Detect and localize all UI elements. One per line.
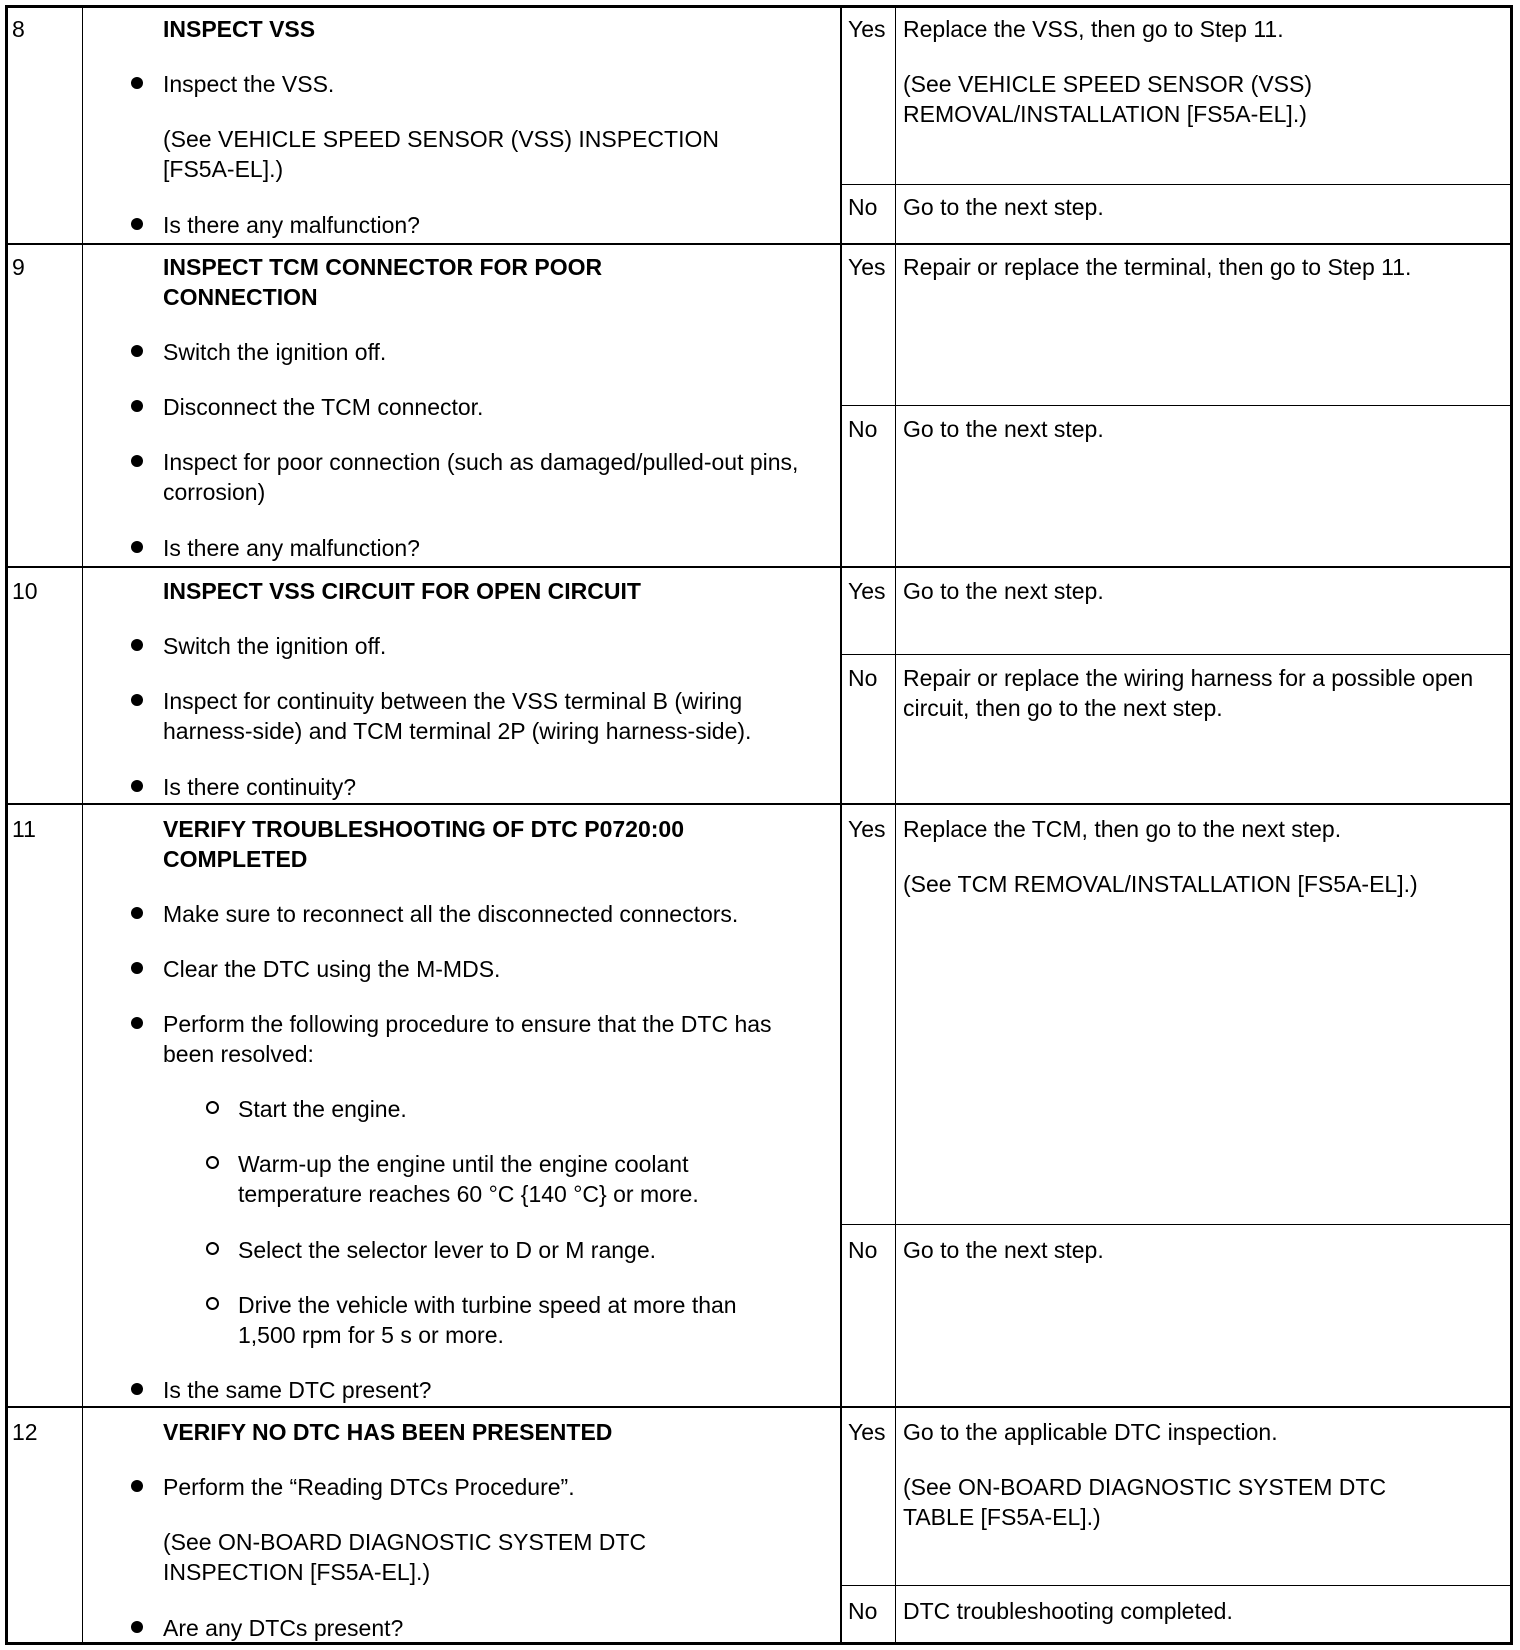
step-instruction: Inspect for poor connection (such as damaged/pulled-out pins, corrosion): [163, 449, 799, 505]
bullet-icon: [131, 694, 143, 706]
step-instruction: Clear the DTC using the M-MDS.: [163, 956, 501, 982]
bullet-icon: [131, 77, 143, 89]
step-question: Is there any malfunction?: [163, 212, 420, 238]
step-instruction: Perform the “Reading DTCs Procedure”.: [163, 1474, 575, 1500]
yes-no-divider: [840, 1585, 1513, 1586]
step-substep: Drive the vehicle with turbine speed at more than 1,500 rpm for 5 s or more.: [238, 1292, 737, 1348]
no-action: Go to the next step.: [903, 194, 1104, 220]
bullet-icon: [131, 780, 143, 792]
yes-action: Repair or replace the terminal, then go to Step 11.: [903, 254, 1412, 280]
bullet-icon: [131, 455, 143, 467]
step-instruction: Perform the following procedure to ensure that the DTC has been resolved:: [163, 1011, 772, 1067]
table-border-top: [5, 5, 1513, 8]
column-divider: [82, 5, 83, 1645]
step-reference: (See ON-BOARD DIAGNOSTIC SYSTEM DTC INSPECTION [FS5A-EL].): [163, 1529, 647, 1585]
yes-action: Go to the applicable DTC inspection.: [903, 1419, 1278, 1445]
yes-action: Go to the next step.: [903, 578, 1104, 604]
step-question: Are any DTCs present?: [163, 1615, 404, 1641]
bullet-icon: [131, 218, 143, 230]
step-reference: (See VEHICLE SPEED SENSOR (VSS) INSPECTION [FS5A-EL].): [163, 126, 719, 182]
step-substep: Start the engine.: [238, 1096, 407, 1122]
sub-bullet-icon: [206, 1156, 219, 1169]
step-title: INSPECT VSS CIRCUIT FOR OPEN CIRCUIT: [163, 578, 641, 604]
step-number: 11: [12, 816, 36, 842]
yes-no-divider: [840, 654, 1513, 655]
bullet-icon: [131, 345, 143, 357]
step-substep: Select the selector lever to D or M range.: [238, 1237, 657, 1263]
bullet-icon: [131, 1621, 143, 1633]
bullet-icon: [131, 1017, 143, 1029]
bullet-icon: [131, 1480, 143, 1492]
step-instruction: Disconnect the TCM connector.: [163, 394, 484, 420]
yes-no-divider: [840, 1224, 1513, 1225]
yes-label: Yes: [848, 254, 886, 280]
no-label: No: [848, 1237, 878, 1263]
bullet-icon: [131, 639, 143, 651]
no-action: DTC troubleshooting completed.: [903, 1598, 1233, 1624]
row-divider: [5, 566, 1513, 568]
no-action: Go to the next step.: [903, 1237, 1104, 1263]
row-divider: [5, 803, 1513, 805]
no-label: No: [848, 416, 878, 442]
step-instruction: Inspect for continuity between the VSS terminal B (wiring harness-side) and TCM terminal 2P (wiring harness-side).: [163, 688, 752, 744]
step-question: Is there continuity?: [163, 774, 357, 800]
row-divider: [5, 1406, 1513, 1408]
table-border-right: [1510, 5, 1513, 1645]
step-number: 10: [12, 578, 38, 604]
step-instruction: Switch the ignition off.: [163, 339, 387, 365]
step-question: Is the same DTC present?: [163, 1377, 432, 1403]
yes-no-divider: [840, 184, 1513, 185]
step-title: INSPECT TCM CONNECTOR FOR POOR CONNECTION: [163, 254, 603, 310]
sub-bullet-icon: [206, 1101, 219, 1114]
step-instruction: Inspect the VSS.: [163, 71, 335, 97]
no-label: No: [848, 194, 878, 220]
bullet-icon: [131, 541, 143, 553]
bullet-icon: [131, 400, 143, 412]
yes-no-divider: [840, 405, 1513, 406]
bullet-icon: [131, 907, 143, 919]
step-substep: Warm-up the engine until the engine coolant temperature reaches 60 °C {140 °C} or more.: [238, 1151, 699, 1207]
column-divider: [895, 5, 896, 1645]
sub-bullet-icon: [206, 1297, 219, 1310]
sub-bullet-icon: [206, 1242, 219, 1255]
row-divider: [5, 243, 1513, 245]
step-instruction: Switch the ignition off.: [163, 633, 387, 659]
yes-reference: (See VEHICLE SPEED SENSOR (VSS) REMOVAL/INSTALLATION [FS5A-EL].): [903, 71, 1313, 127]
yes-action: Replace the VSS, then go to Step 11.: [903, 16, 1284, 42]
yes-label: Yes: [848, 816, 886, 842]
step-number: 12: [12, 1419, 38, 1445]
step-number: 8: [12, 16, 25, 42]
yes-reference: (See ON-BOARD DIAGNOSTIC SYSTEM DTC TABLE [FS5A-EL].): [903, 1474, 1387, 1530]
yes-action: Replace the TCM, then go to the next step.: [903, 816, 1342, 842]
step-instruction: Make sure to reconnect all the disconnected connectors.: [163, 901, 739, 927]
step-number: 9: [12, 254, 25, 280]
step-question: Is there any malfunction?: [163, 535, 420, 561]
no-action: Go to the next step.: [903, 416, 1104, 442]
bullet-icon: [131, 962, 143, 974]
no-label: No: [848, 665, 878, 691]
step-title: VERIFY NO DTC HAS BEEN PRESENTED: [163, 1419, 613, 1445]
column-divider: [840, 5, 842, 1645]
yes-label: Yes: [848, 578, 886, 604]
table-border-left: [5, 5, 8, 1645]
bullet-icon: [131, 1383, 143, 1395]
no-action: Repair or replace the wiring harness for a possible open circuit, then go to the next step.: [903, 665, 1474, 721]
step-title: VERIFY TROUBLESHOOTING OF DTC P0720:00 COMPLETED: [163, 816, 685, 872]
yes-label: Yes: [848, 1419, 886, 1445]
no-label: No: [848, 1598, 878, 1624]
yes-label: Yes: [848, 16, 886, 42]
yes-reference: (See TCM REMOVAL/INSTALLATION [FS5A-EL].): [903, 871, 1418, 897]
step-title: INSPECT VSS: [163, 16, 316, 42]
